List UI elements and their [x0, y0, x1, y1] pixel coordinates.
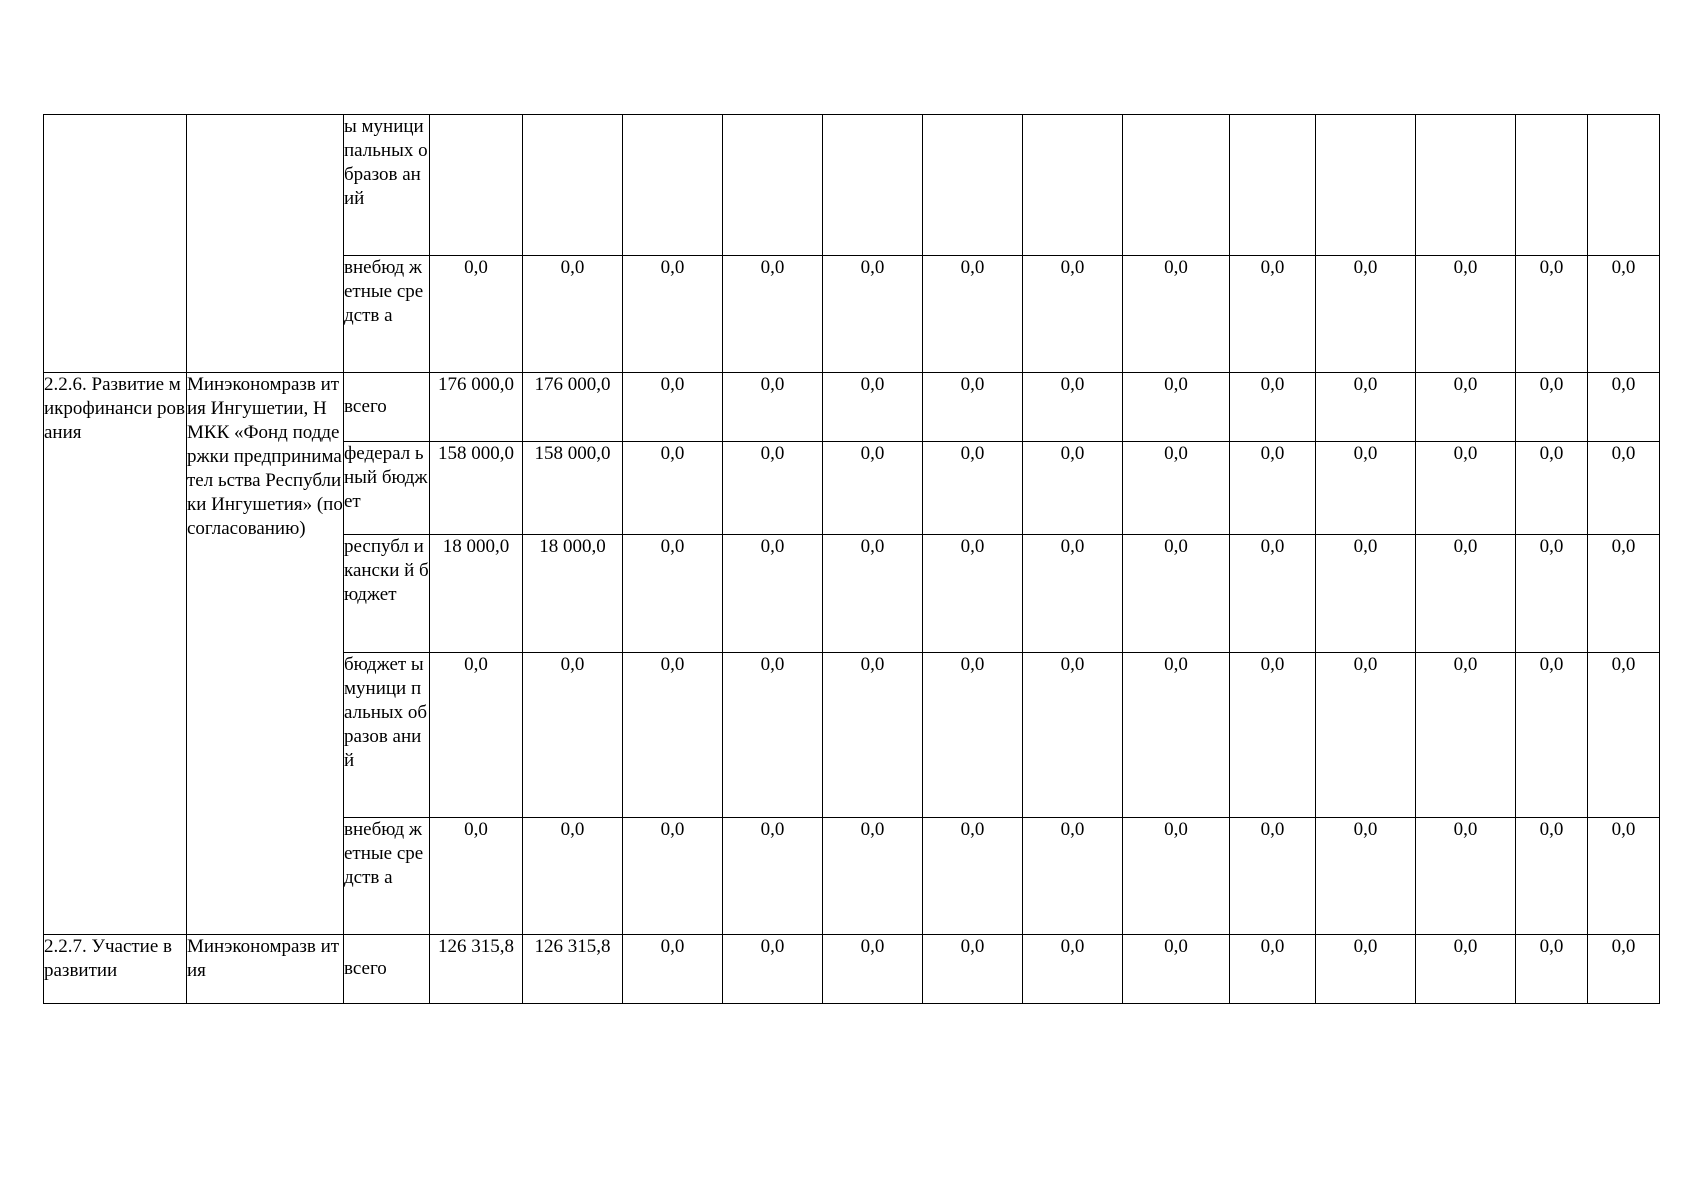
value-cell: 0,0 — [1588, 256, 1660, 373]
value-cell: 0,0 — [1230, 935, 1316, 1004]
value-cell: 0,0 — [923, 653, 1023, 818]
funding-source-cell: ы муници пальных образов аний — [344, 115, 430, 256]
value-cell: 0,0 — [1316, 935, 1416, 1004]
value-cell: 0,0 — [723, 653, 823, 818]
value-cell: 0,0 — [623, 256, 723, 373]
value-cell: 0,0 — [823, 818, 923, 935]
value-cell — [1588, 115, 1660, 256]
value-cell — [523, 115, 623, 256]
value-cell: 0,0 — [923, 818, 1023, 935]
value-cell: 0,0 — [923, 373, 1023, 442]
value-cell — [430, 115, 523, 256]
funding-source-cell: федерал ьный бюджет — [344, 442, 430, 535]
value-cell: 0,0 — [1023, 935, 1123, 1004]
table-row — [44, 935, 1660, 1004]
value-cell: 0,0 — [1123, 935, 1230, 1004]
value-cell: 126 315,8 — [523, 935, 623, 1004]
value-cell: 0,0 — [1588, 535, 1660, 653]
value-cell: 0,0 — [723, 373, 823, 442]
value-cell — [1316, 115, 1416, 256]
funding-source-cell: бюджет ы муници пальных образов аний — [344, 653, 430, 818]
executor-cell: Минэкономразв ития — [187, 935, 344, 1004]
value-cell: 18 000,0 — [430, 535, 523, 653]
value-cell: 0,0 — [823, 373, 923, 442]
table-row — [44, 115, 1660, 256]
value-cell: 0,0 — [1416, 818, 1516, 935]
value-cell: 0,0 — [1588, 442, 1660, 535]
value-cell: 0,0 — [523, 653, 623, 818]
value-cell: 0,0 — [623, 373, 723, 442]
value-cell: 0,0 — [1230, 535, 1316, 653]
value-cell: 0,0 — [1516, 653, 1588, 818]
value-cell: 0,0 — [1516, 256, 1588, 373]
value-cell: 0,0 — [1316, 256, 1416, 373]
value-cell: 0,0 — [823, 256, 923, 373]
funding-source-cell: всего — [344, 935, 430, 1004]
value-cell: 0,0 — [1023, 256, 1123, 373]
value-cell: 0,0 — [1316, 535, 1416, 653]
value-cell: 0,0 — [430, 818, 523, 935]
value-cell — [1023, 115, 1123, 256]
value-cell: 0,0 — [723, 535, 823, 653]
value-cell: 0,0 — [623, 442, 723, 535]
value-cell: 0,0 — [1123, 535, 1230, 653]
value-cell: 0,0 — [823, 442, 923, 535]
value-cell: 0,0 — [823, 653, 923, 818]
value-cell: 0,0 — [1123, 256, 1230, 373]
value-cell — [1123, 115, 1230, 256]
budget-table — [43, 114, 1660, 1004]
value-cell: 0,0 — [623, 535, 723, 653]
value-cell: 126 315,8 — [430, 935, 523, 1004]
value-cell: 0,0 — [1316, 373, 1416, 442]
value-cell: 0,0 — [823, 935, 923, 1004]
value-cell: 0,0 — [523, 256, 623, 373]
value-cell: 0,0 — [1416, 442, 1516, 535]
value-cell: 176 000,0 — [523, 373, 623, 442]
value-cell — [723, 115, 823, 256]
value-cell: 0,0 — [1023, 653, 1123, 818]
value-cell: 0,0 — [1023, 442, 1123, 535]
value-cell: 0,0 — [1230, 442, 1316, 535]
value-cell — [923, 115, 1023, 256]
executor-cell: Минэкономразв ития Ингушетии, НМКК «Фонд поддержки предпринимател ьства Республики Ингушетия» (по согласованию) — [187, 373, 344, 935]
value-cell: 0,0 — [623, 653, 723, 818]
event-title-cell — [44, 115, 187, 373]
value-cell: 158 000,0 — [430, 442, 523, 535]
value-cell: 0,0 — [1123, 442, 1230, 535]
value-cell — [1516, 115, 1588, 256]
value-cell: 0,0 — [1123, 373, 1230, 442]
value-cell: 0,0 — [723, 442, 823, 535]
value-cell — [1416, 115, 1516, 256]
value-cell: 0,0 — [1516, 818, 1588, 935]
value-cell: 0,0 — [430, 256, 523, 373]
value-cell: 0,0 — [1023, 535, 1123, 653]
value-cell — [823, 115, 923, 256]
value-cell: 0,0 — [523, 818, 623, 935]
value-cell: 0,0 — [623, 935, 723, 1004]
value-cell: 0,0 — [1123, 653, 1230, 818]
value-cell: 0,0 — [823, 535, 923, 653]
value-cell: 0,0 — [1416, 373, 1516, 442]
value-cell: 0,0 — [923, 535, 1023, 653]
value-cell: 0,0 — [1316, 653, 1416, 818]
value-cell: 0,0 — [1123, 818, 1230, 935]
value-cell: 176 000,0 — [430, 373, 523, 442]
value-cell: 18 000,0 — [523, 535, 623, 653]
value-cell: 0,0 — [1588, 653, 1660, 818]
value-cell: 0,0 — [723, 818, 823, 935]
table-row — [44, 373, 1660, 442]
value-cell: 0,0 — [1230, 373, 1316, 442]
value-cell: 0,0 — [1023, 373, 1123, 442]
value-cell: 0,0 — [1230, 818, 1316, 935]
value-cell: 0,0 — [1588, 935, 1660, 1004]
value-cell: 0,0 — [1516, 373, 1588, 442]
funding-source-cell: всего — [344, 373, 430, 442]
value-cell: 0,0 — [1516, 442, 1588, 535]
value-cell: 0,0 — [723, 935, 823, 1004]
value-cell: 0,0 — [1023, 818, 1123, 935]
value-cell: 0,0 — [1316, 442, 1416, 535]
funding-source-cell: республ икански й бюджет — [344, 535, 430, 653]
funding-source-cell: внебюд жетные средств а — [344, 256, 430, 373]
value-cell: 0,0 — [430, 653, 523, 818]
value-cell: 0,0 — [1516, 935, 1588, 1004]
value-cell: 0,0 — [923, 442, 1023, 535]
value-cell: 0,0 — [1416, 935, 1516, 1004]
value-cell: 0,0 — [623, 818, 723, 935]
event-title-cell: 2.2.7. Участие в развитии — [44, 935, 187, 1004]
funding-source-cell: внебюд жетные средств а — [344, 818, 430, 935]
value-cell: 0,0 — [1416, 653, 1516, 818]
value-cell: 0,0 — [923, 935, 1023, 1004]
value-cell: 0,0 — [1230, 653, 1316, 818]
value-cell: 0,0 — [1230, 256, 1316, 373]
table-body — [44, 115, 1660, 1004]
executor-cell — [187, 115, 344, 373]
value-cell: 0,0 — [723, 256, 823, 373]
value-cell: 0,0 — [1316, 818, 1416, 935]
value-cell: 0,0 — [1516, 535, 1588, 653]
value-cell — [1230, 115, 1316, 256]
value-cell — [623, 115, 723, 256]
value-cell: 158 000,0 — [523, 442, 623, 535]
value-cell: 0,0 — [1416, 535, 1516, 653]
event-title-cell: 2.2.6. Развитие микрофинанси рования — [44, 373, 187, 935]
value-cell: 0,0 — [923, 256, 1023, 373]
value-cell: 0,0 — [1416, 256, 1516, 373]
value-cell: 0,0 — [1588, 373, 1660, 442]
value-cell: 0,0 — [1588, 818, 1660, 935]
